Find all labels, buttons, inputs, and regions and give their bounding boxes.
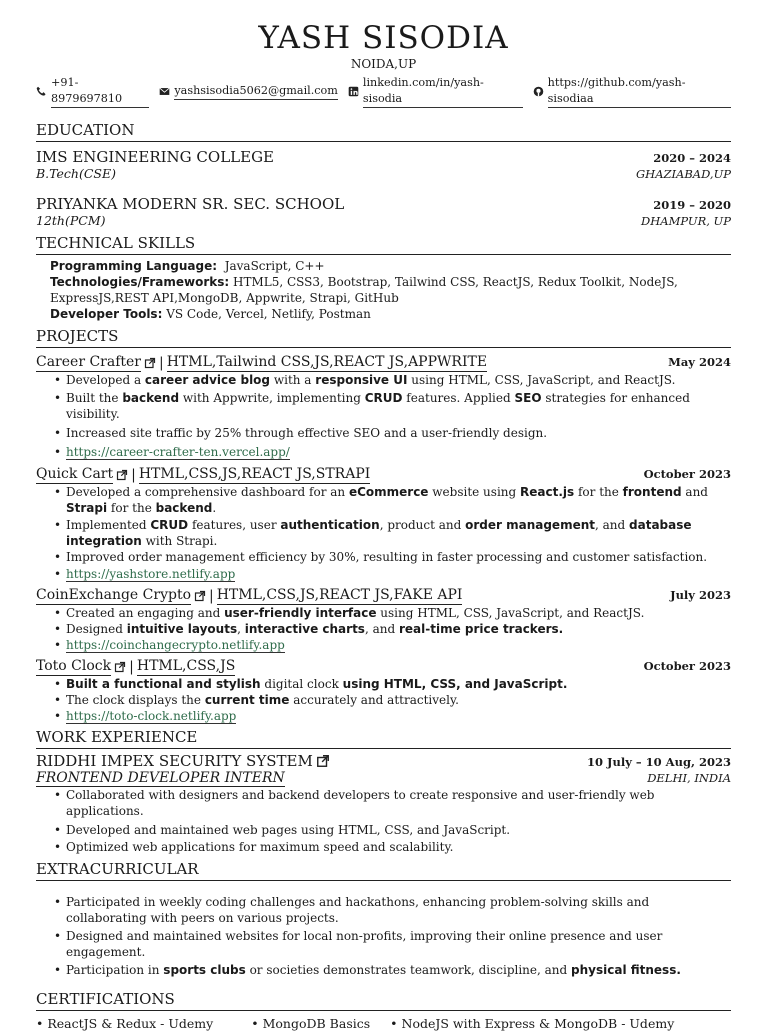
skill-value: VS Code, Vercel, Netlify, Postman — [166, 307, 371, 321]
project-link[interactable]: https://toto-clock.netlify.app — [66, 709, 237, 723]
external-link-icon[interactable] — [316, 754, 330, 768]
school-name: PRIYANKA MODERN SR. SEC. SCHOOL — [36, 195, 345, 213]
phone-contact[interactable] — [36, 75, 149, 108]
linkedin-link[interactable]: linkedin.com/in/yash-sisodia — [363, 75, 523, 108]
project-coinexchange: CoinExchange Crypto | HTML,CSS,JS,REACT JS,FAKE API July 2023 • Created an engaging and user-friendly interface using HTML, CSS, JavaScript, and ReactJS. • Designed intuitive layouts, interactive charts, and real-time price trackers. • https://coinchangecrypto.netlify.app — [36, 586, 731, 653]
candidate-name: YASH SISODIA — [258, 20, 509, 56]
project-toto-clock: Toto Clock | HTML,CSS,JS October 2023 • Built a functional and stylish digital clock using HTML, CSS, and JavaScript. • The clock displays the current time accurately and attractively. • https://toto-clock.netlify.app — [36, 657, 731, 724]
project-tech: HTML,Tailwind CSS,JS,REACT JS,APPWRITE — [166, 354, 488, 370]
envelope-icon — [159, 86, 170, 97]
project-name[interactable]: CoinExchange Crypto — [36, 587, 191, 603]
email-contact[interactable] — [159, 75, 338, 108]
list-item — [66, 708, 731, 724]
work-item — [36, 752, 731, 855]
email-address[interactable]: yashsisodia5062@gmail.com — [174, 83, 338, 100]
work-date: 10 July – 10 Aug, 2023 — [587, 755, 731, 769]
project-quick-cart: Quick Cart | HTML,CSS,JS,REACT JS,STRAPI October 2023 • Developed a comprehensive dashboard for an eCommerce website using React.js for the frontend and Strapi for the backend. • Implemented CRUD features, user authentication, product and order management, and database integration with Strapi. • Improved order management efficiency by 30%, resulting in faster processing and customer satisfaction. • https://yashstore.netlify.app — [36, 465, 731, 582]
education-place: DHAMPUR, UP — [641, 214, 731, 228]
candidate-location: NOIDA,UP — [350, 57, 417, 71]
list-item: • Increased site traffic by 25% through effective SEO and a user-friendly design. — [66, 425, 731, 441]
github-icon — [533, 86, 544, 97]
external-link-icon[interactable] — [194, 590, 206, 602]
degree: B.Tech(CSE) — [36, 166, 116, 181]
github-link[interactable]: https://github.com/yash-sisodiaa — [548, 75, 731, 108]
cert-item: • MongoDB Basics — [251, 1016, 371, 1031]
list-item: • Built a functional and stylish digital clock using HTML, CSS, and JavaScript. — [66, 676, 731, 692]
project-link[interactable]: https://coinchangecrypto.netlify.app — [66, 638, 285, 652]
project-name[interactable]: Quick Cart — [36, 466, 114, 482]
external-link-icon[interactable] — [114, 661, 126, 673]
cert-item: • NodeJS with Express & MongoDB - Udemy — [390, 1016, 675, 1031]
project-tech: HTML,CSS,JS,REACT JS,FAKE API — [216, 587, 463, 603]
list-item: • Participation in sports clubs or societies demonstrates teamwork, discipline, and physical fitness. — [66, 962, 731, 978]
github-contact[interactable] — [533, 75, 731, 108]
list-item: • Improved order management efficiency by 30%, resulting in faster processing and customer satisfaction. — [66, 549, 731, 565]
project-link[interactable]: https://career-crafter-ten.vercel.app/ — [66, 445, 290, 459]
education-date: 2020 – 2024 — [653, 151, 731, 165]
skill-label: Developer Tools: — [50, 307, 163, 321]
skill-label: Technologies/Frameworks: — [50, 275, 230, 289]
project-name[interactable]: Toto Clock — [36, 658, 112, 674]
list-item: • The clock displays the current time accurately and attractively. — [66, 692, 731, 708]
degree: 12th(PCM) — [36, 213, 106, 228]
list-item: • Designed and maintained websites for local non-profits, improving their online presence and user engagement. — [66, 928, 731, 960]
project-tech: HTML,CSS,JS,REACT JS,STRAPI — [138, 466, 371, 482]
education-date: 2019 – 2020 — [653, 198, 731, 212]
project-date: October 2023 — [643, 467, 731, 481]
list-item: • Implemented CRUD features, user authentication, product and order management, and database integration with Strapi. — [66, 517, 731, 549]
list-item: • Designed intuitive layouts, interactive charts, and real-time price trackers. — [66, 621, 731, 637]
extracurricular-heading: EXTRACURRICULAR — [36, 860, 731, 881]
external-link-icon[interactable] — [116, 469, 128, 481]
contact-bar — [36, 75, 731, 108]
list-item: • Developed and maintained web pages using HTML, CSS, and JavaScript. — [66, 822, 731, 838]
list-item: • Built the backend with Appwrite, implementing CRUD features. Applied SEO strategies for enhanced visibility. — [66, 390, 731, 422]
project-date: May 2024 — [668, 355, 731, 369]
education-heading: EDUCATION — [36, 121, 731, 142]
project-career-crafter: Career Crafter | HTML,Tailwind CSS,JS,REACT JS,APPWRITE May 2024 • Developed a career advice blog with a responsive UI using HTML, CSS, JavaScript, and ReactJS. • Built the backend with Appwrite, implementing CRUD features. Applied SEO strategies for enhanced visibility. • Increased site traffic by 25% through effective SEO and a user-friendly design. • https://career-crafter-ten.vercel.app/ — [36, 353, 731, 460]
linkedin-icon — [348, 86, 359, 97]
list-item: • Participated in weekly coding challenges and hackathons, enhancing problem-solving skills and collaborating with peers on various projects. — [66, 894, 731, 926]
project-tech: HTML,CSS,JS — [136, 658, 236, 674]
projects-heading: PROJECTS — [36, 327, 731, 348]
school-name: IMS ENGINEERING COLLEGE — [36, 148, 275, 166]
skills-block — [36, 258, 731, 322]
work-heading: WORK EXPERIENCE — [36, 728, 731, 749]
project-date: July 2023 — [670, 588, 731, 602]
education-item — [36, 148, 731, 182]
list-item — [66, 444, 731, 460]
skills-heading: TECHNICAL SKILLS — [36, 234, 731, 255]
phone-number[interactable]: +91-8979697810 — [51, 75, 149, 108]
list-item: • Developed a comprehensive dashboard for an eCommerce website using React.js for the frontend and Strapi for the backend. — [66, 484, 731, 516]
external-link-icon[interactable] — [144, 357, 156, 369]
project-name[interactable]: Career Crafter — [36, 354, 141, 370]
skill-value: ExpressJS,REST API,MongoDB, Appwrite, Strapi, GitHub — [50, 291, 399, 305]
skill-value: HTML5, CSS3, Bootstrap, Tailwind CSS, ReactJS, Redux Toolkit, NodeJS, — [232, 275, 678, 289]
list-item — [66, 566, 731, 582]
project-date: October 2023 — [643, 659, 731, 673]
linkedin-contact[interactable] — [348, 75, 523, 108]
resume-page — [36, 0, 731, 1031]
work-place: DELHI, INDIA — [647, 771, 731, 785]
list-item: • Optimized web applications for maximum speed and scalability. — [66, 839, 731, 855]
cert-item: • ReactJS & Redux - Udemy — [36, 1016, 214, 1031]
list-item: • Created an engaging and user-friendly interface using HTML, CSS, JavaScript, and ReactJS. — [66, 605, 731, 621]
education-place: GHAZIABAD,UP — [635, 167, 731, 181]
education-item — [36, 195, 731, 229]
phone-icon — [36, 86, 47, 97]
list-item — [66, 637, 731, 653]
company-name: RIDDHI IMPEX SECURITY SYSTEM — [36, 752, 313, 770]
skill-value: JavaScript, C++ — [224, 259, 325, 273]
list-item: • Developed a career advice blog with a responsive UI using HTML, CSS, JavaScript, and ReactJS. — [66, 372, 731, 388]
list-item: • Collaborated with designers and backend developers to create responsive and user-friendly web applications. — [66, 787, 731, 819]
project-link[interactable]: https://yashstore.netlify.app — [66, 567, 236, 581]
certifications-heading: CERTIFICATIONS — [36, 990, 731, 1011]
job-role: FRONTEND DEVELOPER INTERN — [36, 770, 285, 786]
skill-label: Programming Language: — [50, 259, 218, 273]
